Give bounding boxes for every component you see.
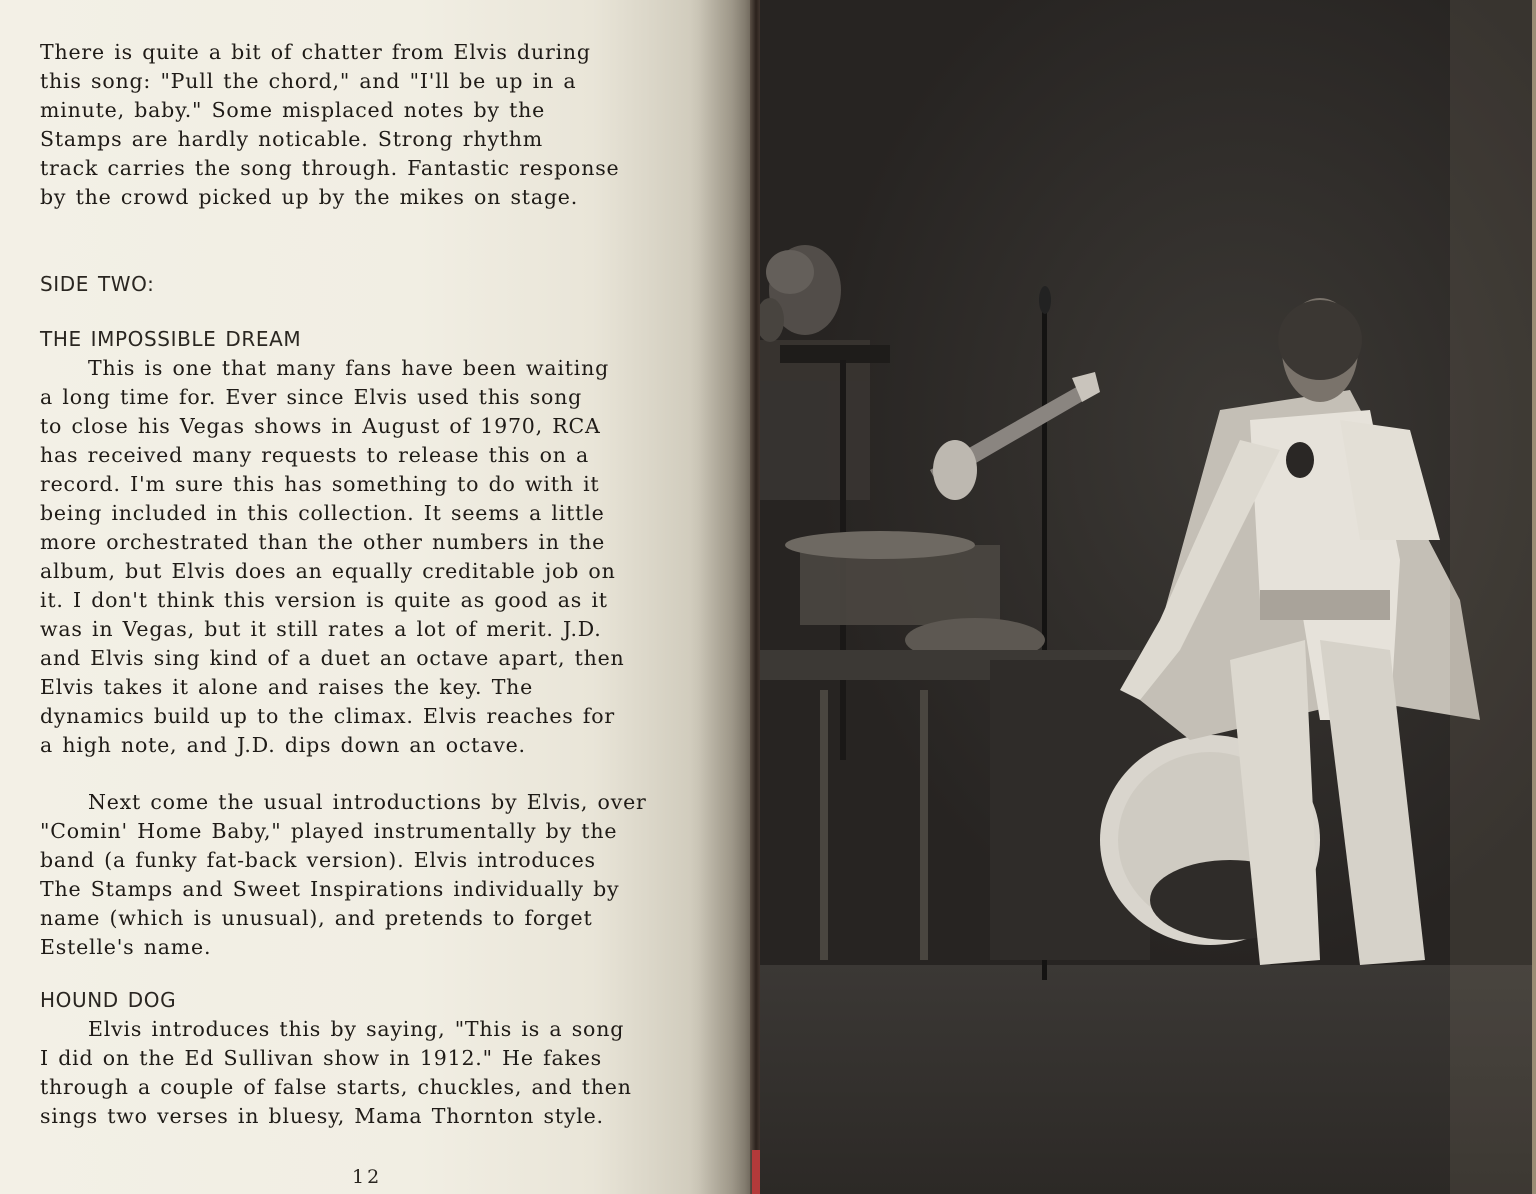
text-line: more orchestrated than the other numbers in the bbox=[40, 530, 606, 554]
text-line: Next come the usual introductions by Elvis, over bbox=[88, 790, 647, 814]
text-line: to close his Vegas shows in August of 1970, RCA bbox=[40, 414, 601, 438]
spacer bbox=[40, 299, 710, 325]
text-block bbox=[40, 38, 710, 1131]
text-line: Elvis takes it alone and raises the key. The bbox=[40, 675, 534, 699]
spacer bbox=[40, 962, 710, 986]
text-line: album, but Elvis does an equally creditable job on bbox=[40, 559, 616, 583]
text-line: This is one that many fans have been waiting bbox=[88, 356, 610, 380]
text-line: track carries the song through. Fantastic response bbox=[40, 156, 620, 180]
text-line: by the crowd picked up by the mikes on stage. bbox=[40, 185, 579, 209]
text-line: "Comin' Home Baby," played instrumentally by the bbox=[40, 819, 618, 843]
text-line: was in Vegas, but it still rates a lot of merit. J.D. bbox=[40, 617, 602, 641]
text-line: Estelle's name. bbox=[40, 935, 212, 959]
text-line: record. I'm sure this has something to do with it bbox=[40, 472, 600, 496]
concert-photo bbox=[760, 0, 1536, 1194]
text-line: I did on the Ed Sullivan show in 1912." He fakes bbox=[40, 1046, 602, 1070]
text-line: this song: "Pull the chord," and "I'll be up in a bbox=[40, 69, 577, 93]
right-page bbox=[760, 0, 1536, 1194]
spacer bbox=[40, 212, 710, 270]
left-page bbox=[0, 0, 760, 1194]
intro-paragraph bbox=[40, 38, 710, 212]
text-line: Stamps are hardly noticable. Strong rhythm bbox=[40, 127, 543, 151]
text-line: Elvis introduces this by saying, "This is a song bbox=[88, 1017, 625, 1041]
page-edge bbox=[1532, 0, 1536, 1194]
text-line: a high note, and J.D. dips down an octave. bbox=[40, 733, 526, 757]
text-line: The Stamps and Sweet Inspirations individually by bbox=[40, 877, 620, 901]
text-line: sings two verses in bluesy, Mama Thornton style. bbox=[40, 1104, 604, 1128]
spacer bbox=[40, 760, 710, 788]
spine-bookmark bbox=[752, 1150, 760, 1194]
text-line: being included in this collection. It seems a little bbox=[40, 501, 605, 525]
text-line: it. I don't think this version is quite as good as it bbox=[40, 588, 608, 612]
hound-dog-paragraph bbox=[40, 1015, 710, 1131]
song-title-impossible-dream: THE IMPOSSIBLE DREAM bbox=[40, 327, 302, 351]
text-line: dynamics build up to the climax. Elvis reaches for bbox=[40, 704, 616, 728]
text-line: a long time for. Ever since Elvis used this song bbox=[40, 385, 583, 409]
text-line: There is quite a bit of chatter from Elvis during bbox=[40, 40, 591, 64]
impossible-dream-paragraph bbox=[40, 354, 710, 760]
text-line: minute, baby." Some misplaced notes by the bbox=[40, 98, 546, 122]
text-line: name (which is unusual), and pretends to forget bbox=[40, 906, 593, 930]
page-number: 12 bbox=[352, 1166, 383, 1188]
text-line: through a couple of false starts, chuckles, and then bbox=[40, 1075, 632, 1099]
song-title-hound-dog: HOUND DOG bbox=[40, 988, 177, 1012]
text-line: band (a funky fat-back version). Elvis introduces bbox=[40, 848, 596, 872]
text-line: and Elvis sing kind of a duet an octave apart, then bbox=[40, 646, 625, 670]
side-heading: SIDE TWO: bbox=[40, 272, 155, 296]
text-line: has received many requests to release this on a bbox=[40, 443, 590, 467]
introductions-paragraph bbox=[40, 788, 710, 962]
